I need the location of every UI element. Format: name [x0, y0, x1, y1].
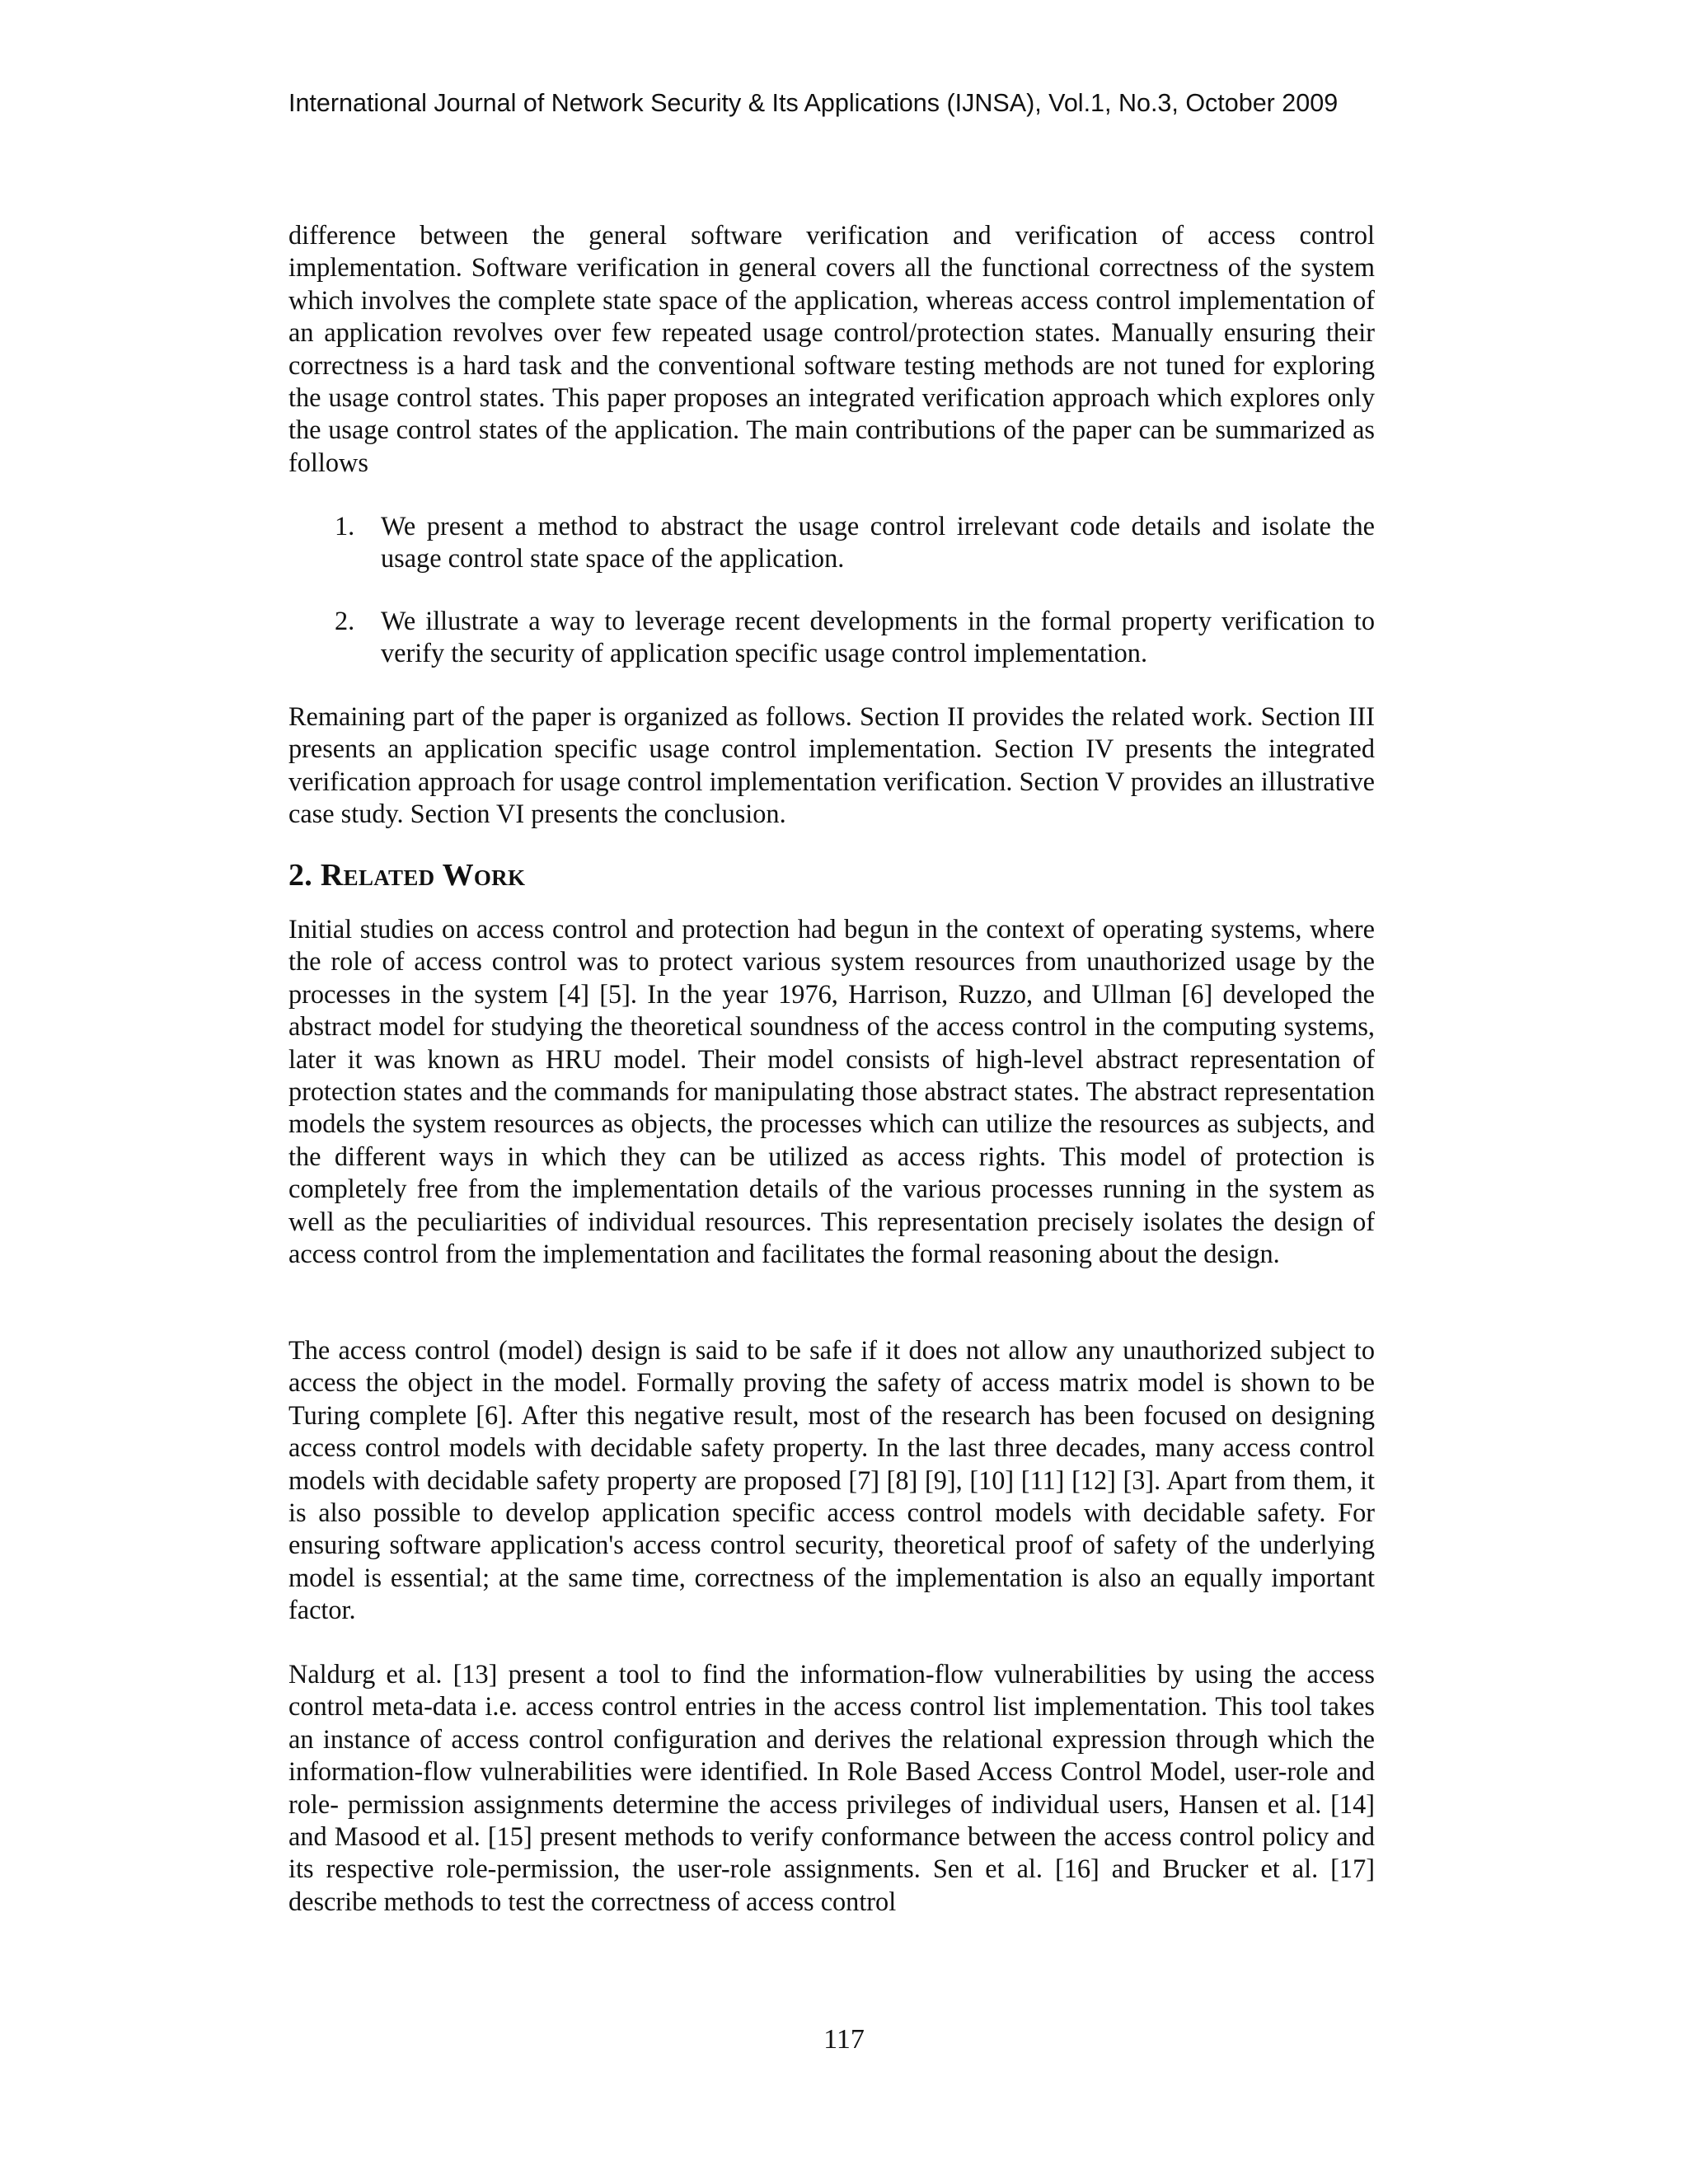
related-work-paragraph: Naldurg et al. [13] present a tool to find the information-flow vulnerabilities by using the access control meta-data i.e. access control entries in the access control list implementation. This tool takes an instance of access control configuration and derives the relational expression through which the information-flow vulnerabilities were identified. In Role Based Access Control Model, user-role and role- permission assignments determine the access privileges of individual users, Hansen et al. [14] and Masood et al. [15] present methods to verify conformance between the access control policy and its respective role-permission, the user-role assignments. Sen et al. [16] and Brucker et al. [17] describe methods to test the correctness of access control	[288, 1659, 1375, 1916]
contribution-text: We present a method to abstract the usage control irrelevant code details and isolate the usage control state space of the application.	[381, 511, 1375, 574]
intro-paragraph: difference between the general software verification and verification of access control implementation. Software verification in general covers all the functional correctness of the system which involves the complete state space of the application, whereas access control implementation of an application revolves over few repeated usage control/protection states. Manually ensuring their correctness is a hard task and the conventional software testing methods are not tuned for exploring the usage control states. This paper proposes an integrated verification approach which explores only the usage control states of the application. The main contributions of the paper can be summarized as follows	[288, 220, 1375, 477]
contribution-number: 1.	[335, 511, 355, 541]
contribution-number: 2.	[335, 606, 355, 635]
section-heading-related-work: 2. Related Work	[288, 858, 526, 893]
contribution-text: We illustrate a way to leverage recent developments in the formal property verification to verify the security of application specific usage control implementation.	[381, 606, 1375, 668]
related-work-paragraph: Initial studies on access control and protection had begun in the context of operating systems, where the role of access control was to protect various system resources from unauthorized usage by the processes in the system [4] [5]. In the year 1976, Harrison, Ruzzo, and Ullman [6] developed the abstract model for studying the theoretical soundness of the access control in the computing systems, later it was known as HRU model. Their model consists of high-level abstract representation of protection states and the commands for manipulating those abstract states. The abstract representation models the system resources as objects, the processes which can utilize the resources as subjects, and the different ways in which they can be utilized as access rights. This model of protection is completely free from the implementation details of the various processes running in the system as well as the peculiarities of individual resources. This representation precisely isolates the design of access control from the implementation and facilitates the formal reasoning about the design.	[288, 914, 1375, 1269]
related-work-paragraph: The access control (model) design is said to be safe if it does not allow any unauthorized subject to access the object in the model. Formally proving the safety of access matrix model is shown to be Turing complete [6]. After this negative result, most of the research has been focused on designing access control models with decidable safety property. In the last three decades, many access control models with decidable safety property are proposed [7] [8] [9], [10] [11] [12] [3]. Apart from them, it is also possible to develop application specific access control models with decidable safety. For ensuring software application's access control security, theoretical proof of safety of the underlying model is essential; at the same time, correctness of the implementation is also an equally important factor.	[288, 1335, 1375, 1625]
page-number: 117	[823, 2024, 865, 2055]
running-header: International Journal of Network Security & Its Applications (IJNSA), Vol.1, No.3, October 2009	[288, 89, 1339, 117]
organization-paragraph: Remaining part of the paper is organized as follows. Section II provides the related work. Section III presents an application specific usage control implementation. Section IV presents the integrated verification approach for usage control implementation verification. Section V provides an illustrative case study. Section VI presents the conclusion.	[288, 701, 1375, 829]
